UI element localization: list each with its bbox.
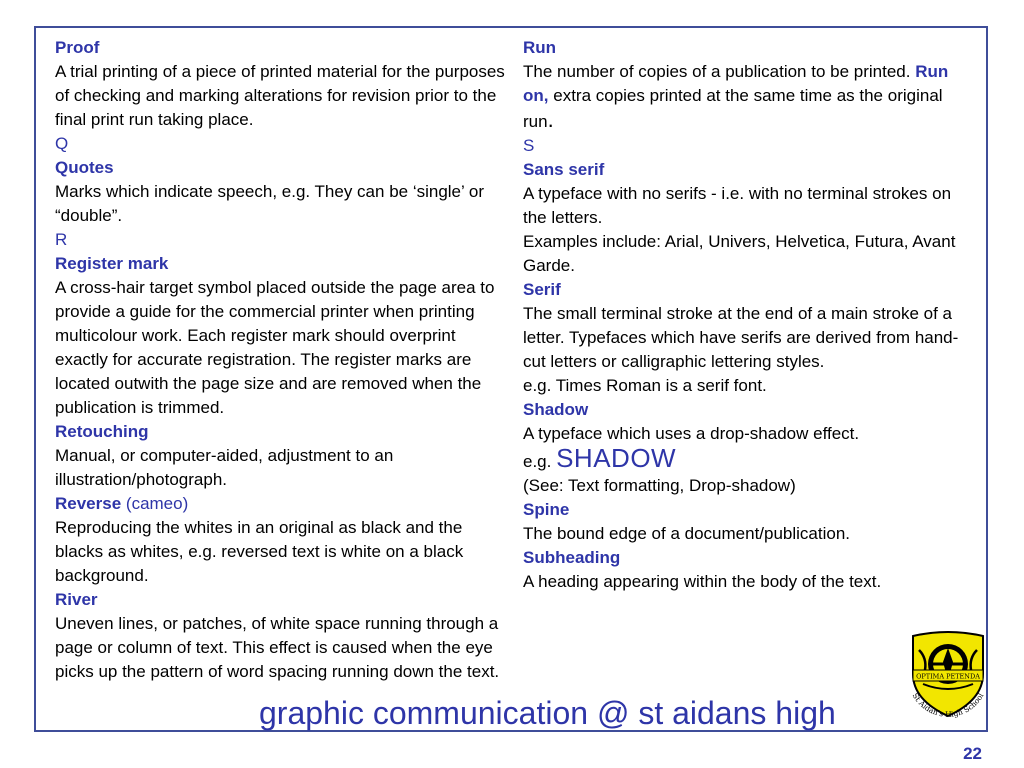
term-reverse: Reverse — [55, 494, 122, 513]
definition-run-start: The number of copies of a publication to be printed. — [523, 62, 911, 81]
crest-school-name: St Aidan's High School — [910, 691, 986, 719]
example-shadow-prefix: e.g. — [523, 452, 552, 471]
see-also-shadow: (See: Text formatting, Drop-shadow) — [523, 476, 796, 495]
term-reverse-qualifier: (cameo) — [125, 494, 189, 513]
term-run: Run — [523, 38, 557, 57]
definition-subheading: A heading appearing within the body of the text. — [523, 572, 882, 591]
example-serif: e.g. Times Roman is a serif font. — [523, 376, 767, 395]
glossary-left-column — [55, 36, 505, 684]
definition-run — [523, 60, 968, 134]
definition-retouching: Manual, or computer-aided, adjustment to an illustration/photograph. — [55, 446, 394, 489]
definition-sans-serif: A typeface with no serifs - i.e. with no terminal strokes on the letters. — [523, 184, 952, 227]
term-serif: Serif — [523, 280, 561, 299]
definition-spine: The bound edge of a document/publication. — [523, 524, 851, 543]
term-sans-serif: Sans serif — [523, 160, 605, 179]
section-letter-s: S — [523, 136, 535, 155]
glossary-right-column — [523, 36, 968, 594]
page-number: 22 — [963, 744, 982, 763]
term-register-mark: Register mark — [55, 254, 169, 273]
definition-proof: A trial printing of a piece of printed material for the purposes of checking and marking alterations for revision prior to the final print run taking place. — [55, 62, 505, 129]
crest-motto: OPTIMA PETENDA — [916, 672, 980, 681]
definition-shadow: A typeface which uses a drop-shadow effect. — [523, 424, 860, 443]
term-retouching: Retouching — [55, 422, 149, 441]
term-reverse-line — [55, 492, 505, 516]
term-spine: Spine — [523, 500, 570, 519]
term-shadow: Shadow — [523, 400, 589, 419]
term-quotes: Quotes — [55, 158, 114, 177]
school-crest-logo — [905, 630, 991, 722]
examples-sans-serif: Examples include: Arial, Univers, Helvetica, Futura, Avant Garde. — [523, 232, 956, 275]
definition-run-end: extra copies printed at the same time as the original run — [523, 86, 943, 131]
term-subheading: Subheading — [523, 548, 621, 567]
definition-reverse: Reproducing the whites in an original as black and the blacks as whites, e.g. reversed text is white on a black background. — [55, 518, 464, 585]
definition-run-period: . — [547, 107, 554, 132]
definition-serif: The small terminal stroke at the end of a main stroke of a letter. Typefaces which have serifs are derived from hand-cut letters or calligraphic lettering styles. — [523, 304, 959, 371]
definition-quotes: Marks which indicate speech, e.g. They can be ‘single’ or “double”. — [55, 182, 485, 225]
example-shadow-line — [523, 443, 968, 474]
example-shadow-word: SHADOW — [556, 443, 677, 473]
definition-river: Uneven lines, or patches, of white space running through a page or column of text. This effect is caused when the eye picks up the pattern of word spacing running down the text. — [55, 614, 500, 681]
term-river: River — [55, 590, 98, 609]
section-letter-r: R — [55, 230, 68, 249]
definition-register-mark: A cross-hair target symbol placed outside the page area to provide a guide for the commercial printer when printing multicolour work. Each register mark should overprint exactly for accurate registration. The register marks are located outwith the page size and are removed when the publication is trimmed. — [55, 278, 495, 417]
footer-title: graphic communication @ st aidans high — [259, 695, 836, 731]
term-run-on: Run on, — [523, 62, 949, 105]
section-letter-q: Q — [55, 134, 69, 153]
term-proof: Proof — [55, 38, 100, 57]
